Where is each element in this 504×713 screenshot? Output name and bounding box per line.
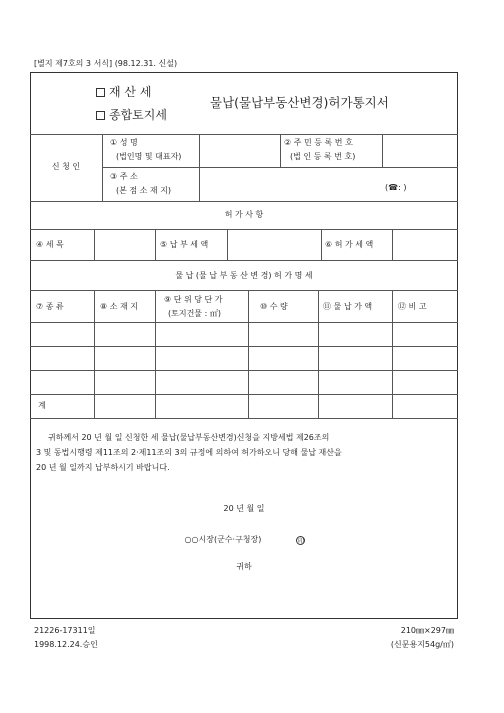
regno-label: ② 주 민 등 록 번 호 [284, 138, 353, 147]
col-unit-price-sub: (토지건물 : ㎡) [168, 309, 221, 318]
table-row[interactable] [31, 371, 457, 394]
recipient-label: 귀하 [236, 562, 252, 571]
regno-sublabel: (법 인 등 록 번 호) [290, 152, 356, 161]
tax-option-property[interactable] [96, 86, 151, 98]
tax-option-label: 종합토지세 [109, 108, 167, 122]
rule [321, 229, 322, 260]
address-label: ③ 주 소 [110, 172, 138, 181]
rule [392, 229, 393, 260]
col-unit-price: ⑨ 단 위 당 단 가 [164, 295, 223, 304]
notice-line-1: 귀하께서 20 년 월 일 신청한 세 물납(물납부동산변경)신청을 지방세법 제26조의 [48, 433, 330, 442]
table-row[interactable] [31, 323, 457, 346]
address-field[interactable] [200, 171, 382, 199]
name-field[interactable] [200, 139, 280, 167]
payment-amount-label: ⑤ 납 부 세 액 [160, 240, 209, 249]
checkbox[interactable] [96, 88, 105, 97]
notice-line-3: 20 년 월 일까지 납부하시기 바랍니다. [36, 463, 170, 472]
issuer-line [150, 536, 340, 545]
detail-section-title: 물 납 (물 납 부 동 산 변 경) 허 가 명 세 [175, 271, 313, 280]
rule [102, 134, 103, 201]
rule [155, 229, 156, 260]
notice-line-2: 3 및 동법시행령 제11조의 2·제11조의 3의 규정에 의하여 허가하오니 당해 물납 재산을 [36, 448, 342, 457]
rule [30, 201, 458, 202]
phone-label: (☎: ) [385, 183, 407, 192]
form-code: 21226-17311일 [34, 626, 96, 635]
notice-date: 20 년 월 일 [223, 504, 265, 513]
form-title: 물납(물납부동산변경)허가통지서 [210, 95, 389, 110]
rule [280, 134, 281, 167]
col-type: ⑦ 종 류 [36, 302, 64, 311]
seal-icon: 印 [297, 538, 304, 545]
form-header-note: [별지 제7호의 3 서식] (98.12.31. 신설) [34, 59, 178, 68]
address-sublabel: (본 점 소 재 지) [116, 186, 172, 195]
name-sublabel: (법인명 및 대표자) [116, 152, 182, 161]
regno-field[interactable] [383, 139, 457, 167]
approval-date: 1998.12.24.승인 [34, 640, 98, 649]
paper-size: 210㎜×297㎜ [400, 626, 454, 635]
tax-option-land[interactable] [96, 109, 167, 121]
table-row[interactable] [31, 347, 457, 370]
checkbox[interactable] [96, 111, 105, 120]
permit-amount-label: ⑥ 허 가 세 액 [325, 240, 374, 249]
paper-type: (신문용지54g/㎡) [390, 640, 454, 649]
col-payment-value: ⑪ 물 납 가 액 [323, 302, 373, 311]
applicant-label: 신 청 인 [51, 162, 81, 171]
rule [94, 229, 95, 260]
tax-item-label: ④ 세 목 [36, 240, 64, 249]
rule [30, 260, 458, 261]
name-label: ① 성 명 [110, 138, 138, 147]
col-note: ⑫ 비 고 [398, 302, 427, 311]
col-location: ⑧ 소 재 지 [100, 302, 138, 311]
rule [30, 134, 458, 135]
tax-option-label: 재 산 세 [109, 85, 152, 99]
total-label: 계 [38, 401, 46, 410]
issuer-name: ○○시장(군수·구청장) [184, 535, 262, 544]
rule [30, 418, 458, 419]
permit-section-title: 허 가 사 항 [224, 210, 264, 219]
name-label-row [110, 139, 194, 147]
col-quantity: ⑩ 수 량 [260, 302, 288, 311]
rule [102, 167, 458, 168]
rule [227, 229, 228, 260]
